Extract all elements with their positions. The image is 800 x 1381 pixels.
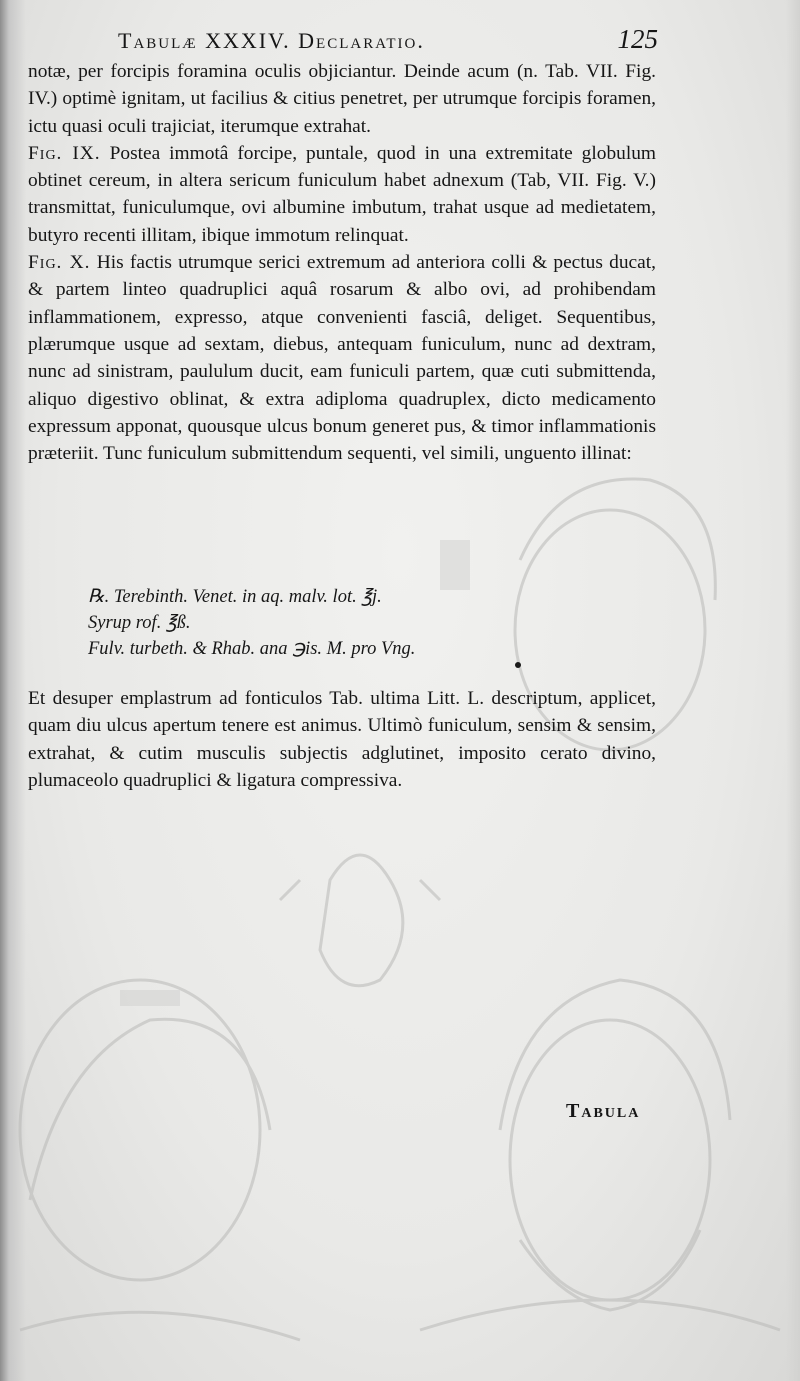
closing-paragraph: Et desuper emplastrum ad fonticulos Tab. ultima Litt. L. descriptum, applicet, quam diu ulcus apertum tenere est animus. Ultimò funiculum, sensim & sensim, extrahat, & cutim musculis subjectis adglutinet, imposito cerato divino, plumaceolo quadruplici & ligatura compressiva. bbox=[28, 688, 656, 791]
recipe-line: Fulv. turbeth. & Rhab. ana ℈is. M. pro Vng. bbox=[88, 639, 416, 659]
recipe-line: ℞. Terebinth. Venet. in aq. malv. lot. ℥j. bbox=[88, 587, 382, 607]
figure-label: Fig. X. bbox=[28, 252, 91, 274]
paragraph-text: Postea immotâ forcipe, puntale, quod in una extremitate globulum obtinet cereum, in altera sericum funiculum habet adnexum (Tab, VII. Fig. V.) transmittat, funiculumque, ovi albumine imbutum, trahat usque ad medietatem, butyro recenti illitam, ibique immotum relinquat. bbox=[28, 142, 656, 246]
spine-shadow bbox=[0, 0, 26, 1381]
page-edge-shading bbox=[786, 0, 800, 1381]
running-head: Tabulæ XXXIV. Declaratio. bbox=[118, 28, 425, 53]
paragraph-text: notæ, per forcipis foramina oculis objiciantur. Deinde acum (n. Tab. VII. Fig. IV.) optimè ignitam, ut facilius & citius penetret, per utrumque forcipis foramen, ictu quasi oculi trajiciat, iterumque extrahat. bbox=[28, 61, 656, 137]
paragraph-text: His factis utrumque serici extremum ad anteriora colli & pectus ducat, & partem linteo quadruplici aquâ rosarum & albo ovi, ad prohibendam inflammationem, expresso, atque convenienti fasciâ, deliget. Sequentibus, plærumque usque ad sextam, diebus, antequam funiculum, nunc ad dextram, nunc ad sinistram, paululum ducit, eam funiculi partem, quæ cuti submittenda, aliquo digestivo oblinat, & extra adiploma quadruplex, dicto medicamento expressum apponat, quousque ulcus bonum generet pus, & timor inflammationis præteriit. Tunc funiculum submittendum sequenti, vel simili, unguento illinat: bbox=[28, 252, 656, 465]
recipe-prescription bbox=[88, 584, 628, 662]
figure-label: Fig. IX. bbox=[28, 142, 101, 164]
paragraph-intro bbox=[28, 58, 656, 140]
recipe-line: Syrup rof. ℥ß. bbox=[88, 613, 191, 633]
page-number: 125 bbox=[617, 24, 658, 54]
page-header bbox=[118, 22, 658, 62]
main-text-block bbox=[28, 58, 656, 467]
plate-label: Tabula bbox=[566, 1100, 641, 1122]
paragraph-fig-ix bbox=[28, 140, 656, 249]
paragraph-fig-x bbox=[28, 249, 656, 467]
ink-speck bbox=[515, 662, 521, 668]
